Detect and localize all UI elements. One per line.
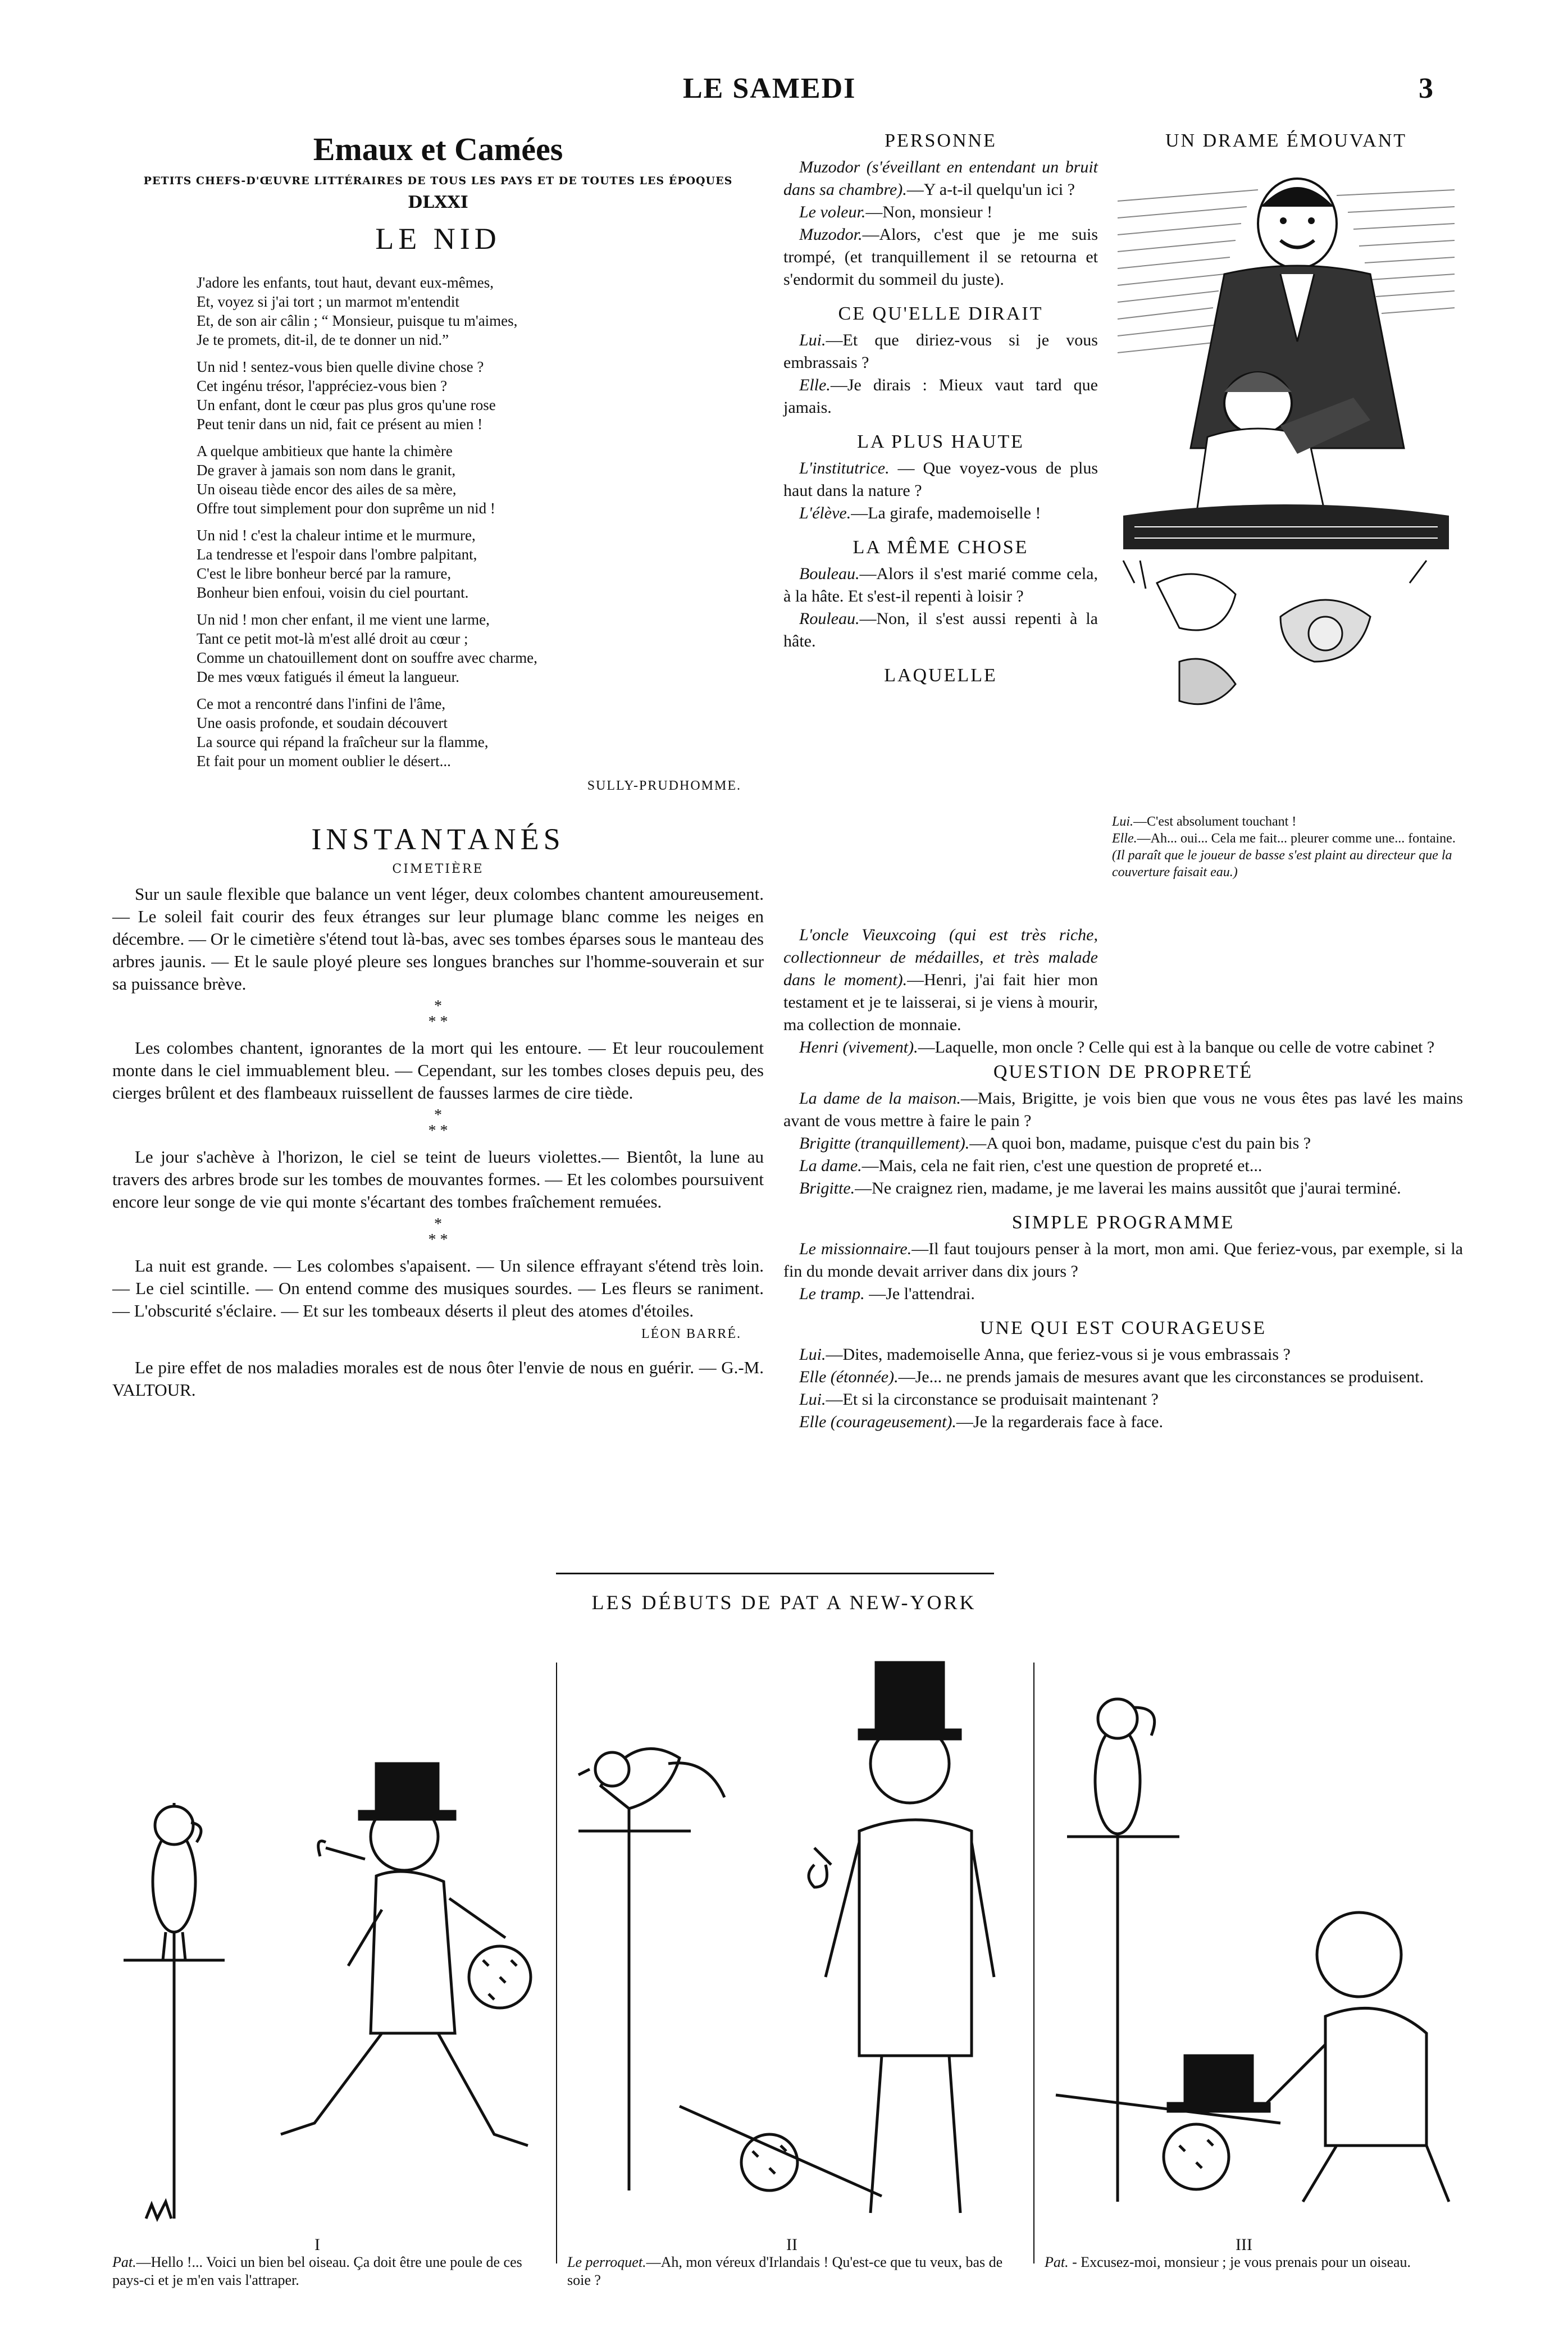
speaker: Pat. [1045,2254,1069,2270]
speaker: Pat. [112,2254,136,2270]
line-text: —Henri, j'ai fait hier mon testament et je te laisserai, si je viens à mourir, ma collection de monnaie. [783,971,1098,1034]
ce-quelle-title: CE QU'ELLE DIRAIT [838,303,1043,324]
dialog-line [783,329,1098,374]
page-header [0,72,1568,122]
poem-signature: SULLY-PRUDHOMME. [587,778,741,793]
line-text: —Non, il s'est aussi repenti à la hâte. [783,609,1098,650]
dialog-line [783,457,1098,502]
caption-line [1112,830,1460,847]
poem-line: Une oasis profonde, et soudain découvert [197,714,448,731]
asterism: * * * [428,1106,448,1140]
strip-title: LES DÉBUTS DE PAT A NEW-YORK [591,1591,977,1614]
drame-title: UN DRAME ÉMOUVANT [1165,130,1407,151]
line-text: —A quoi bon, madame, puisque c'est du pain bis ? [969,1134,1311,1153]
line-text: —Alors il s'est marié comme cela, à la hâte. Et s'est-il repenti à loisir ? [783,564,1098,605]
line-text: —Alors, c'est que je me suis trompé, (et tranquillement il se retourna et s'endormit du sommeil du juste). [783,225,1098,289]
speaker: Henri (vivement). [799,1038,918,1056]
speaker: L'institutrice. [799,459,890,477]
speaker: Muzodor (s'éveillant en entendant un bruit dans sa chambre). [783,158,1098,199]
asterism: * * * [428,1215,448,1249]
dialog-line [783,201,1098,224]
poem-line: C'est le libre bonheur bercé par la ramure, [197,565,452,582]
line-text: - Excusez-moi, monsieur ; je vous prenais pour un oiseau. [1068,2254,1411,2270]
drame-illustration [1112,156,1460,808]
line-text: —Ah... oui... Cela me fait... pleurer comme une... fontaine. [1137,831,1456,846]
panel-3-drawing [1045,1651,1460,2230]
poem-line: Et fait pour un moment oublier le désert... [197,753,451,769]
line-text: —Y a-t-il quelqu'un ici ? [906,180,1075,199]
dialog-line [783,1411,1463,1433]
poem-line: De mes vœux fatigués il émeut la langueur. [197,668,459,685]
maxim-text: Le pire effet de nos maladies morales est de nous ôter l'envie de nous en guérir. — G.-M. VALTOUR. [112,1358,764,1400]
courageuse-title: UNE QUI EST COURAGEUSE [979,1318,1267,1338]
dialog-line [783,1283,1463,1305]
speaker: Muzodor. [799,225,863,244]
line-text: —Et que diriez-vous si je vous embrassais ? [783,331,1098,372]
poem-line: Un nid ! mon cher enfant, il me vient une larme, [197,611,490,628]
speaker: Brigitte (tranquillement). [799,1134,970,1153]
emaux-subtitle: PETITS CHEFS-D'ŒUVRE LITTÉRAIRES DE TOUS LES PAYS ET DE TOUTES LES ÉPOQUES [143,175,733,187]
line-text: —Ah, mon véreux d'Irlandais ! Qu'est-ce que tu veux, bas de soie ? [567,2254,1003,2288]
instantanes-subtitle: CIMETIÈRE [392,862,484,876]
dialog-line [783,1366,1463,1388]
meme-chose-dialog [783,563,1098,653]
panel-divider [1033,1663,1034,2264]
line-text: —Il faut toujours penser à la mort, mon ami. Que feriez-vous, par exemple, si la fin du monde devait arriver dans dix jours ? [783,1240,1463,1281]
line-text: —Dites, mademoiselle Anna, que feriez-vous si je vous embrassais ? [826,1345,1291,1364]
dialog-line [783,924,1098,1036]
line-text: —Non, monsieur ! [865,203,993,221]
speaker: Elle. [1112,831,1137,846]
courageuse-dialog [783,1343,1463,1433]
plus-haute-title: LA PLUS HAUTE [857,431,1024,452]
emaux-title: Emaux et Camées [313,131,563,167]
poem-line: Un enfant, dont le cœur pas plus gros qu'une rose [197,397,496,413]
speaker: Brigitte. [799,1179,855,1197]
prose-paragraph: Les colombes chantent, ignorantes de la mort qui les entoure. — Et leur roucoulement monte dans le ciel immuablement bleu. — Cependant, sur les tombes closes depuis peu, des cierges brûlent et des flambeaux ruissellent de fausses larmes de cire tiède. [112,1038,764,1103]
poem-line: Offre tout simplement pour don suprême un nid ! [197,500,495,517]
speaker: Le voleur. [799,203,866,221]
speaker: La dame de la maison. [799,1089,961,1108]
line-text: —Laquelle, mon oncle ? Celle qui est à la banque ou celle de votre cabinet ? [918,1038,1435,1056]
laquelle-dialog [783,924,1463,1059]
speaker: Le missionnaire. [799,1240,912,1258]
line-text: —La girafe, mademoiselle ! [851,504,1041,522]
line-text: —Mais, Brigitte, je vois bien que vous ne vous êtes pas lavé les mains avant de vous mettre à faire le pain ? [783,1089,1463,1130]
line-text: —C'est absolument touchant ! [1133,814,1297,829]
poem-title: LE NID [375,222,501,256]
poem-stanza [197,610,680,686]
instantanes-title: INSTANTANÉS [311,822,565,856]
panel-divider [556,1663,557,2264]
poem-stanza [197,273,680,349]
speaker: Elle (étonnée). [799,1368,899,1386]
speaker: Le perroquet. [567,2254,646,2270]
dialog-line [783,1388,1463,1411]
poem-stanza [197,694,680,771]
panel-1-drawing [112,1696,545,2230]
dialog-line [783,1036,1463,1059]
personne-dialog [783,156,1098,291]
panel-3-numeral: III [1236,2235,1252,2254]
poem-stanza [197,441,680,518]
drame-caption [1112,813,1460,881]
poem-line: De graver à jamais son nom dans le granit, [197,462,456,479]
middle-column [783,130,1098,691]
speaker: Elle. [799,376,831,394]
speaker: Lui. [1112,814,1134,829]
poem-line: Un nid ! c'est la chaleur intime et le murmure, [197,527,476,544]
poem-line: Un oiseau tiède encor des ailes de sa mère, [197,481,457,498]
page-number: 3 [1419,72,1433,104]
dialog-line [783,1177,1463,1200]
panel-2-numeral: II [786,2235,797,2254]
poem-stanza [197,357,680,434]
ce-quelle-dialog [783,329,1098,419]
poem-line: Un nid ! sentez-vous bien quelle divine chose ? [197,358,484,375]
panel-2-caption [567,2253,1022,2289]
dialog-line [783,1155,1463,1177]
dialog-line [783,1132,1463,1155]
speaker: Elle (courageusement). [799,1413,956,1431]
poem-line: Peut tenir dans un nid, fait ce présent au mien ! [197,416,483,432]
newspaper-title: LE SAMEDI [683,72,856,104]
speaker: L'oncle Vieuxcoing (qui est très riche, collectionneur de médailles, et très malade dans le moment). [783,926,1098,989]
speaker: Bouleau. [799,564,860,583]
poem [197,273,680,771]
speaker: Le tramp. [799,1285,865,1303]
speaker: La dame. [799,1156,862,1175]
dialog-line [783,224,1098,291]
poem-line: Comme un chatouillement dont on souffre avec charme, [197,649,537,666]
dialog-line [783,1238,1463,1283]
prose-paragraph: Le jour s'achève à l'horizon, le ciel se teint de lueurs violettes.— Bientôt, la lune au travers des arbres brode sur les tombes de mouvantes formes. — Et les colombes poursuivent encore leur songe de vie qui monte s'écartant des tombes fraîchement remuées. [112,1147,764,1212]
speaker: L'élève. [799,504,851,522]
dialog-line [783,156,1098,201]
programme-title: SIMPLE PROGRAMME [1011,1212,1235,1233]
line-text: —Je l'attendrai. [864,1285,975,1303]
poem-line: La tendresse et l'espoir dans l'ombre palpitant, [197,546,477,563]
speaker: Rouleau. [799,609,860,628]
prose-paragraph: Sur un saule flexible que balance un vent léger, deux colombes chantent amoureusement.— Le soleil fait courir des feux étranges sur leur plumage blanc comme les neiges en décembre. — Or le cimetière s'étend tout là-bas, avec ses tombes éparses sous le manteau des arbres jaunis. — Et le saule ployé pleure ses longues branches sur l'homme-souverain et sur sa puissance brève. [112,884,764,994]
line-text: —Hello !... Voici un bien bel oiseau. Ça doit être une poule de ces pays-ci et je m'en vais l'attraper. [112,2254,522,2288]
instantanes-signature: LÉON BARRÉ. [641,1327,741,1341]
proprete-title: QUESTION DE PROPRETÉ [993,1062,1254,1082]
poem-line: A quelque ambitieux que hante la chimère [197,443,453,459]
meme-chose-title: LA MÊME CHOSE [853,537,1029,558]
line-text: —Je la regarderais face à face. [956,1413,1163,1431]
asterism: * * * [428,998,448,1031]
proprete-section [783,1062,1463,1433]
poem-line: J'adore les enfants, tout haut, devant eux-mêmes, [197,274,494,291]
line-text: — Que voyez-vous de plus haut dans la nature ? [783,459,1098,500]
personne-title: PERSONNE [885,130,997,151]
panel-3-caption [1045,2253,1460,2271]
poem-line: Et, voyez si j'ai tort ; un marmot m'entendit [197,293,459,310]
prose-paragraph: La nuit est grande. — Les colombes s'apaisent. — Un silence effrayant s'étend très loin. — Le ciel scintille. — On entend comme des musiques sourdes. — Les fleurs se raniment. — L'obscurité s'éclaire. — Et sur les tombeaux déserts il pleut des atomes d'étoiles. [112,1256,764,1320]
panel-1-numeral: I [314,2235,320,2254]
line-text: —Je... ne prends jamais de mesures avant que les circonstances se produisent. [898,1368,1424,1386]
line-text: —Ne craignez rien, madame, je me laverai les mains aussitôt que j'aurai terminé. [855,1179,1401,1197]
emaux-number: DLXXI [408,193,468,212]
line-text: —Et si la circonstance se produisait maintenant ? [826,1390,1159,1409]
laquelle-title: LAQUELLE [884,665,997,686]
dialog-line [783,502,1098,525]
poem-line: Cet ingénu trésor, l'appréciez-vous bien ? [197,377,448,394]
poem-line: Bonheur bien enfoui, voisin du ciel pourtant. [197,584,469,601]
speaker: Lui. [799,1390,826,1409]
poem-line: Ce mot a rencontré dans l'infini de l'âme, [197,695,446,712]
speaker: Lui. [799,1345,826,1364]
poem-line: Tant ce petit mot-là m'est allé droit au cœur ; [197,630,468,647]
drame-column [1112,130,1460,881]
proprete-dialog [783,1087,1463,1200]
programme-dialog [783,1238,1463,1305]
section-divider [556,1573,994,1574]
caption-line [1112,813,1460,830]
poem-line: La source qui répand la fraîcheur sur la flamme, [197,734,489,750]
speaker: Lui. [799,331,826,349]
dialog-line [783,1343,1463,1366]
instantanes-text [112,883,764,1322]
maxim [112,1356,764,1401]
panel-2-drawing [567,1629,1022,2230]
caption-note: (Il paraît que le joueur de basse s'est plaint au directeur que la couverture faisait eau.) [1112,848,1452,880]
plus-haute-dialog [783,457,1098,525]
panel-1-caption [112,2253,539,2289]
line-text: —Je dirais : Mieux vaut tard que jamais. [783,376,1098,417]
left-column [112,130,764,1401]
poem-line: Et, de son air câlin ; “ Monsieur, puisque tu m'aimes, [197,312,518,329]
dialog-line [783,608,1098,653]
line-text: —Mais, cela ne fait rien, c'est une question de propreté et... [862,1156,1262,1175]
poem-stanza [197,526,680,602]
dialog-line [783,1087,1463,1132]
dialog-line [783,374,1098,419]
poem-line: Je te promets, dit-il, de te donner un nid.” [197,331,449,348]
dialog-line [783,563,1098,608]
